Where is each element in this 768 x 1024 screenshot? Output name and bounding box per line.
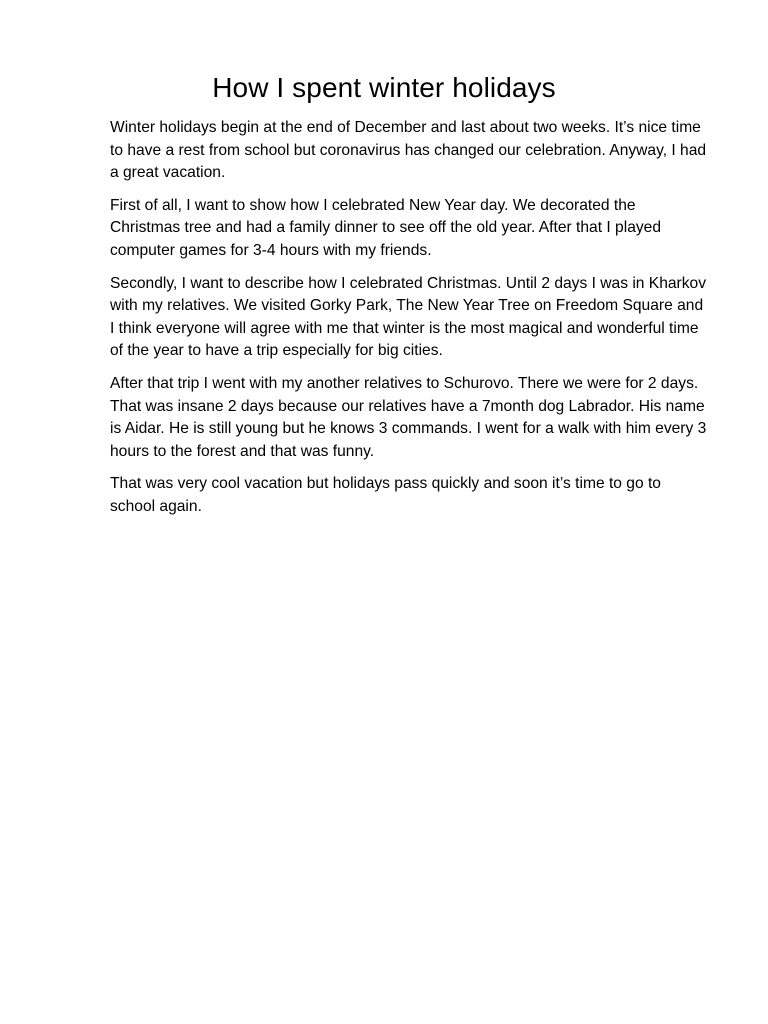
paragraph-conclusion: That was very cool vacation but holidays pass quickly and soon it’s time to go to school again. — [110, 475, 661, 515]
document-body — [110, 117, 710, 529]
paragraph-new-year: First of all, I want to show how I celebrated New Year day. We decorated the Christmas tree and had a family dinner to see off the old year. After that I played computer games for 3-4 hours with my friends. — [110, 196, 662, 259]
paragraph-christmas: Secondly, I want to describe how I celebrated Christmas. Until 2 days I was in Kharkov with my relatives. We visited Gorky Park, The New Year Tree on Freedom Square and I think everyone will agree with me that winter is the most magical and wonderful time of the year to have a trip especially for big cities. — [110, 274, 707, 360]
paragraph-intro: Winter holidays begin at the end of December and last about two weeks. It’s nice time to have a rest from school but coronavirus has changed our celebration. Anyway, I had a great vacation. — [110, 119, 707, 182]
paragraph-schurovo: After that trip I went with my another relatives to Schurovo. There we were for 2 days. That was insane 2 days because our relatives have a 7month dog Labrador. His name is Aidar. He is still young but he knows 3 commands. I went for a walk with him every 3 hours to the forest and that was funny. — [110, 374, 707, 460]
document-title: How I spent winter holidays — [212, 72, 556, 103]
